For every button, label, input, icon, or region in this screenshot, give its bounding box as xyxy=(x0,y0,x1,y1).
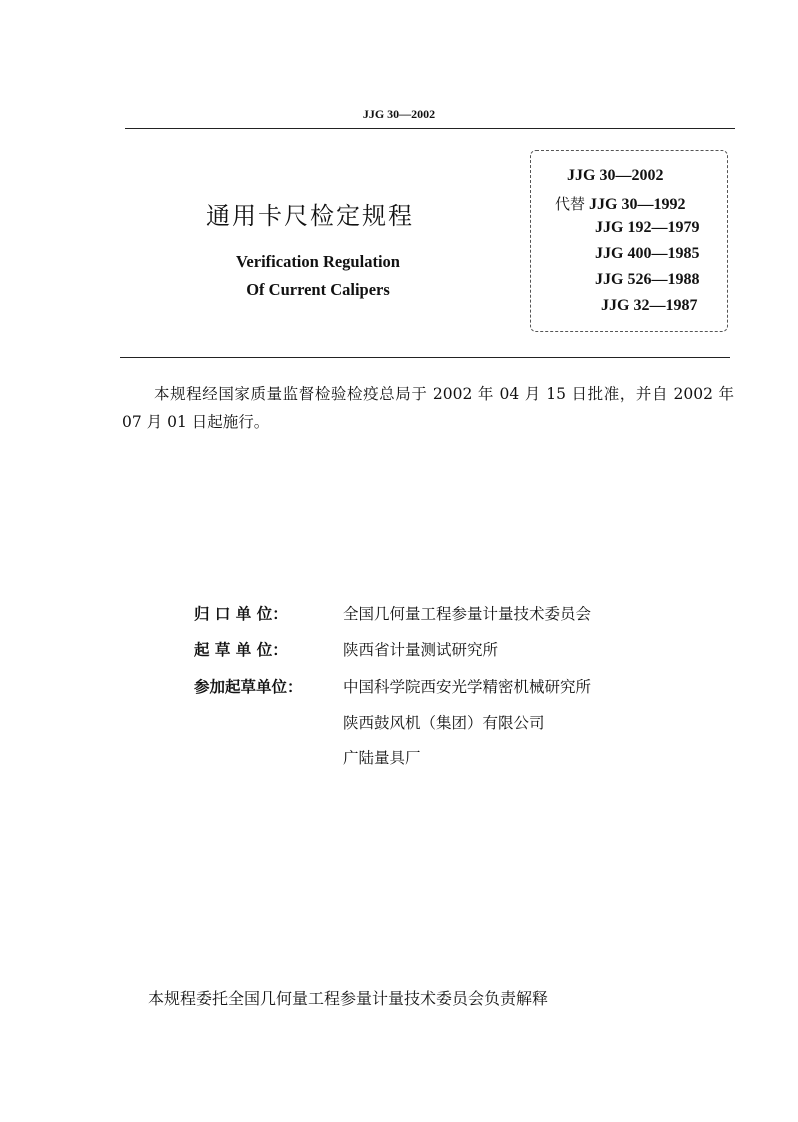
header-divider xyxy=(125,128,735,129)
header-standard-code: JJG 30—2002 xyxy=(362,107,436,121)
participating-unit: 广陆量具厂 xyxy=(343,749,421,767)
participating-unit: 陕西鼓风机（集团）有限公司 xyxy=(343,714,545,732)
replaces-label: 代替 xyxy=(555,195,586,213)
approval-statement: 本规程经国家质量监督检验检疫总局于 2002 年 04 月 15 日批准，并自 2002 年 07 月 01 日起施行。 xyxy=(122,385,734,431)
replaced-standard: JJG 30—1992 xyxy=(589,196,686,213)
title-english-line-2: Of Current Calipers xyxy=(246,280,390,299)
replaced-standard-row xyxy=(555,193,685,214)
drafting-unit-label: 起 草 单 位： xyxy=(194,641,288,659)
drafting-unit-value: 陕西省计量测试研究所 xyxy=(343,641,499,659)
replaced-standard: JJG 32—1987 xyxy=(601,297,698,314)
title-chinese: 通用卡尺检定规程 xyxy=(206,202,414,230)
participating-units-label: 参加起草单位： xyxy=(194,678,303,696)
responsible-unit-label: 归 口 单 位： xyxy=(194,605,288,623)
title-english xyxy=(200,248,436,304)
standard-numbers-box xyxy=(530,150,728,332)
participating-unit: 中国科学院西安光学精密机械研究所 xyxy=(343,678,592,696)
main-divider xyxy=(120,357,730,358)
responsible-unit-value: 全国几何量工程参量计量技术委员会 xyxy=(343,605,592,623)
replaced-standard: JJG 192—1979 xyxy=(595,219,700,236)
current-standard-number: JJG 30—2002 xyxy=(567,167,664,184)
title-english-line-1: Verification Regulation xyxy=(236,252,400,271)
interpretation-note: 本规程委托全国几何量工程参量计量技术委员会负责解释 xyxy=(148,989,549,1008)
replaced-standard: JJG 526—1988 xyxy=(595,271,700,288)
replaced-standard: JJG 400—1985 xyxy=(595,245,700,262)
